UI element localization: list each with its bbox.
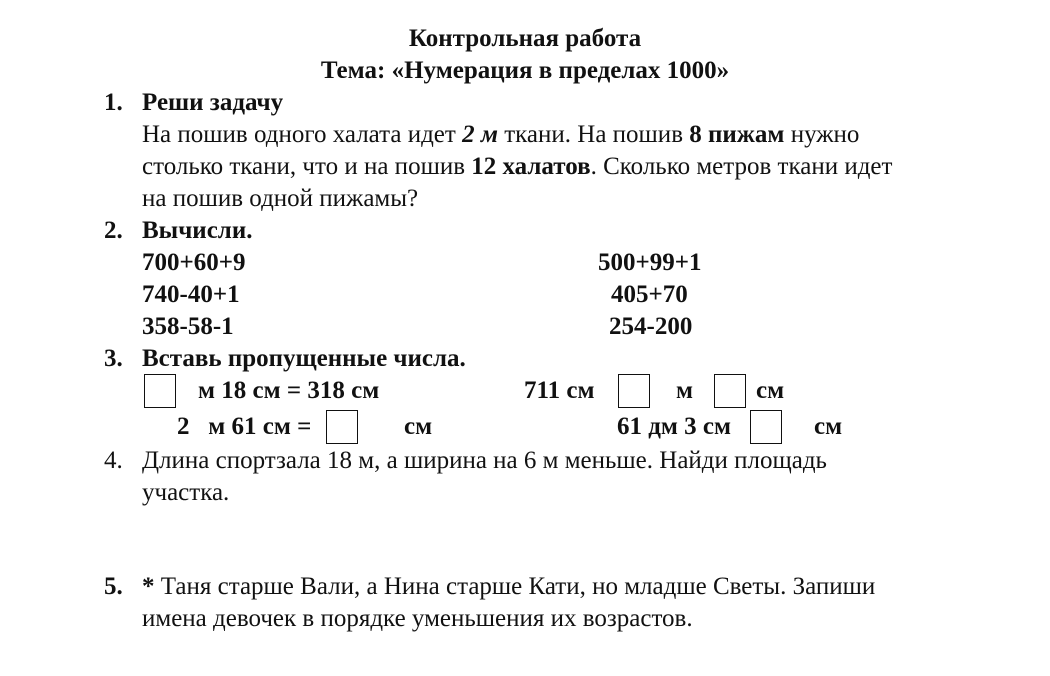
task1-value: 2 м xyxy=(462,121,498,148)
task1-text: ткани. На пошив xyxy=(497,121,690,148)
task4-number: 4. xyxy=(104,447,123,474)
answer-box[interactable] xyxy=(326,410,358,444)
task3-unit: см xyxy=(756,377,785,404)
task2-expression: 254-200 xyxy=(609,313,693,340)
task3-expression: 711 см xyxy=(524,377,595,404)
answer-box[interactable] xyxy=(618,374,650,408)
task2-expression: 358-58-1 xyxy=(142,313,234,340)
task4-text-line1: Длина спортзала 18 м, а ширина на 6 м меньше. Найди площадь xyxy=(142,447,827,474)
task3-number: 3. xyxy=(104,345,123,372)
task2-expression: 405+70 xyxy=(611,281,688,308)
task1-value: 8 пижам xyxy=(689,121,785,148)
task1-text: На пошив одного халата идет xyxy=(142,121,463,148)
task1-heading: Реши задачу xyxy=(142,89,284,116)
task2-expression: 500+99+1 xyxy=(598,249,702,276)
answer-box[interactable] xyxy=(144,374,176,408)
task5-text: Таня старше Вали, а Нина старше Кати, но младше Светы. Запиши xyxy=(154,573,876,600)
task1-text-line1 xyxy=(142,120,859,150)
task1-text: нужно xyxy=(784,121,860,148)
task2-heading: Вычисли. xyxy=(142,217,253,244)
task1-number: 1. xyxy=(104,89,123,116)
task3-unit: см xyxy=(814,413,843,440)
task1-text: столько ткани, что и на пошив xyxy=(142,153,472,180)
task1-value: 12 халатов xyxy=(471,153,591,180)
document-title: Контрольная работа xyxy=(408,25,642,52)
task4-text-line2: участка. xyxy=(142,479,230,506)
task1-text-line2 xyxy=(142,152,892,182)
task2-expression: 740-40+1 xyxy=(142,281,240,308)
document-subtitle: Тема: «Нумерация в пределах 1000» xyxy=(320,57,730,84)
answer-box[interactable] xyxy=(714,374,746,408)
task3-unit: см xyxy=(404,413,433,440)
answer-box[interactable] xyxy=(750,410,782,444)
star-marker: * xyxy=(142,573,155,600)
task3-heading: Вставь пропущенные числа. xyxy=(142,345,466,372)
task3-expression: 2 м 61 см = xyxy=(177,413,312,440)
task2-expression: 700+60+9 xyxy=(142,249,246,276)
task3-unit: м xyxy=(676,377,694,404)
task3-expression: м 18 см = 318 см xyxy=(198,377,380,404)
task5-text-line2: имена девочек в порядке уменьшения их возрастов. xyxy=(142,605,693,632)
task5-text-line1 xyxy=(142,572,875,602)
task1-text-line3: на пошив одной пижамы? xyxy=(142,185,419,212)
task2-number: 2. xyxy=(104,217,123,244)
task5-number: 5. xyxy=(104,573,123,600)
task1-text: . Сколько метров ткани идет xyxy=(590,153,893,180)
task3-expression: 61 дм 3 см xyxy=(617,413,732,440)
